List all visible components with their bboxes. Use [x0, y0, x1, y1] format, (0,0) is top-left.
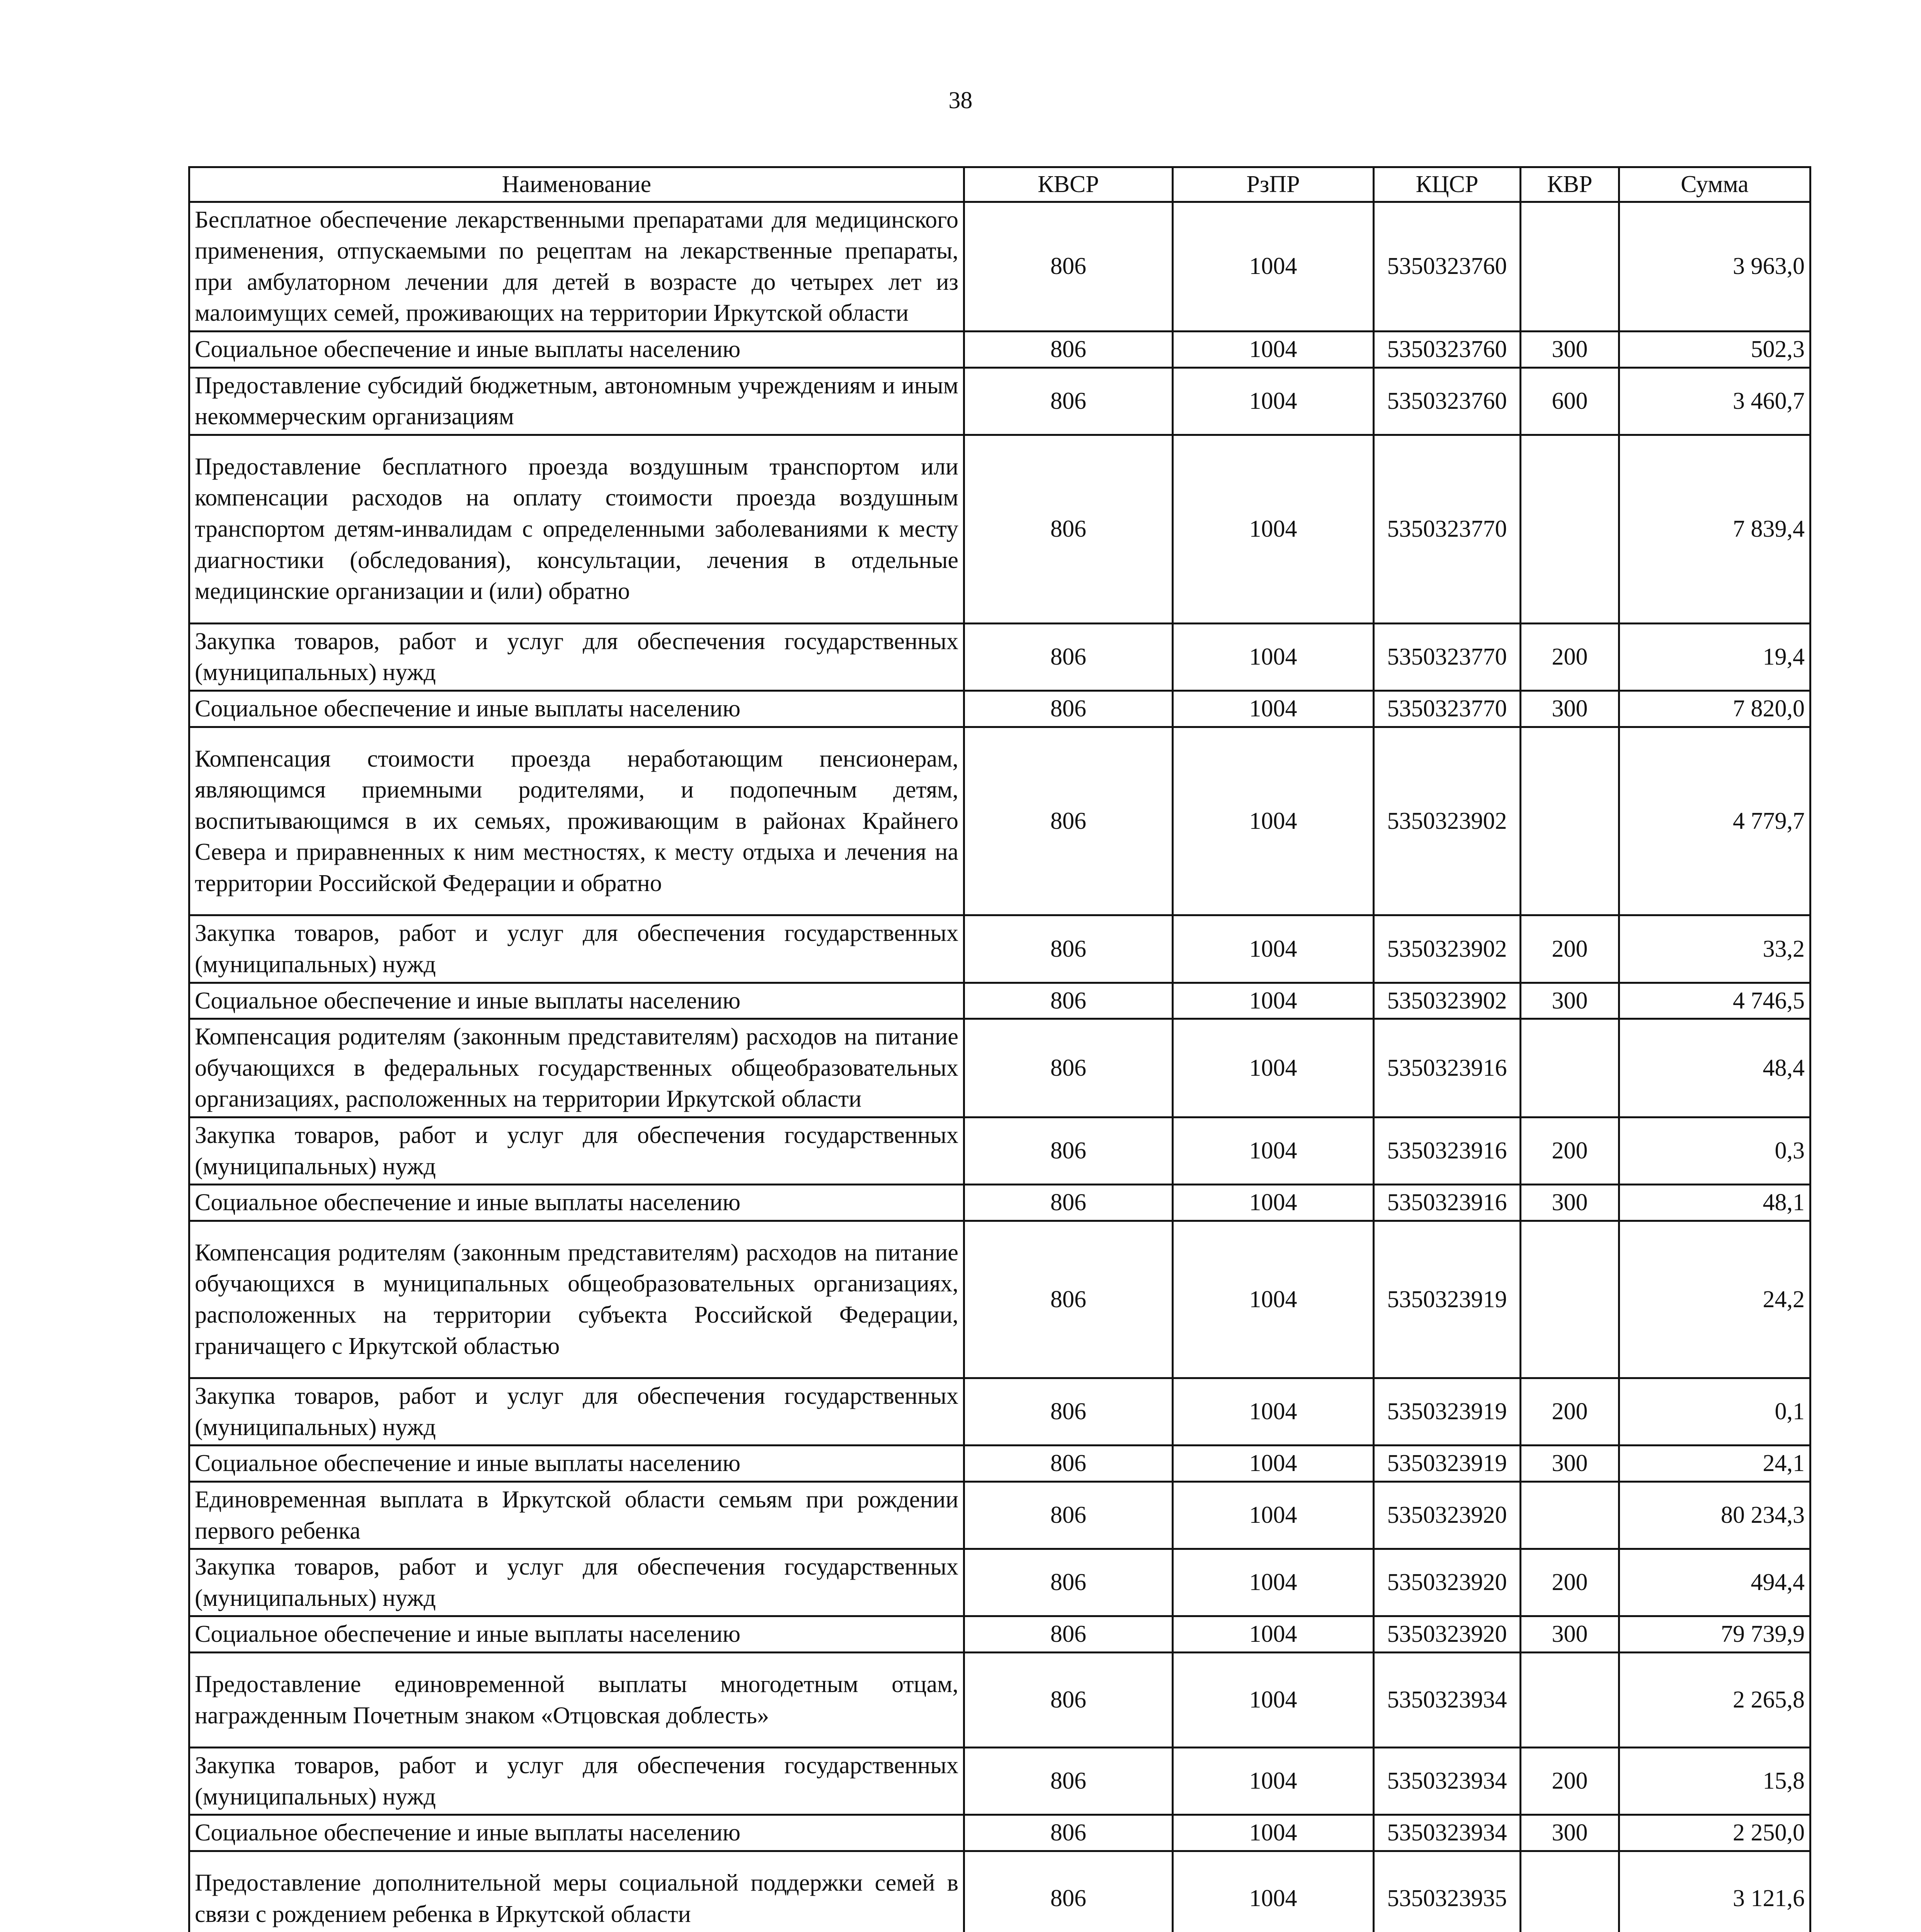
cell-kvsr: 806: [964, 1117, 1173, 1185]
cell-name: Закупка товаров, работ и услуг для обеспечения государственных (муниципальных) нужд: [189, 1549, 964, 1616]
cell-name: Предоставление бесплатного проезда воздушным транспортом или компенсации расходов на оплату стоимости проезда воздушным транспортом детям-инвалидам с определенными заболеваниями к месту диагностики (обследования), консультации, лечения в отдельные медицинские организации и (или) обратно: [189, 435, 964, 623]
cell-sum: 24,2: [1619, 1221, 1810, 1378]
cell-rzpr: 1004: [1173, 690, 1374, 727]
cell-rzpr: 1004: [1173, 915, 1374, 983]
cell-name: Закупка товаров, работ и услуг для обеспечения государственных (муниципальных) нужд: [189, 1117, 964, 1185]
table-row: [189, 1446, 1810, 1482]
cell-name: Закупка товаров, работ и услуг для обеспечения государственных (муниципальных) нужд: [189, 915, 964, 983]
cell-kvr: [1521, 1221, 1619, 1378]
cell-rzpr: 1004: [1173, 1616, 1374, 1653]
cell-sum: 494,4: [1619, 1549, 1810, 1616]
header-kvr: КВР: [1521, 167, 1619, 202]
cell-sum: 2 250,0: [1619, 1815, 1810, 1851]
cell-kcsr: 5350323902: [1374, 983, 1521, 1019]
cell-kvr: [1521, 202, 1619, 331]
table-row: [189, 1185, 1810, 1221]
header-rzpr: РзПР: [1173, 167, 1374, 202]
cell-kvsr: 806: [964, 1748, 1173, 1815]
header-name: Наименование: [189, 167, 964, 202]
cell-name: Социальное обеспечение и иные выплаты населению: [189, 331, 964, 367]
cell-kcsr: 5350323935: [1374, 1851, 1521, 1932]
cell-kvsr: 806: [964, 983, 1173, 1019]
cell-name: Закупка товаров, работ и услуг для обеспечения государственных (муниципальных) нужд: [189, 1748, 964, 1815]
cell-rzpr: 1004: [1173, 1748, 1374, 1815]
cell-sum: 79 739,9: [1619, 1616, 1810, 1653]
cell-kvr: 300: [1521, 983, 1619, 1019]
table-row: [189, 435, 1810, 623]
cell-sum: 33,2: [1619, 915, 1810, 983]
cell-kvr: 200: [1521, 623, 1619, 690]
cell-kvsr: 806: [964, 331, 1173, 367]
cell-kvr: [1521, 1481, 1619, 1549]
cell-kvr: 300: [1521, 690, 1619, 727]
cell-kvr: 600: [1521, 367, 1619, 435]
table-row: [189, 690, 1810, 727]
cell-kcsr: 5350323934: [1374, 1748, 1521, 1815]
table-header-row: [189, 167, 1810, 202]
cell-name: Социальное обеспечение и иные выплаты населению: [189, 1616, 964, 1653]
cell-rzpr: 1004: [1173, 1378, 1374, 1446]
cell-kvsr: 806: [964, 1221, 1173, 1378]
cell-rzpr: 1004: [1173, 435, 1374, 623]
table-row: [189, 1815, 1810, 1851]
cell-rzpr: 1004: [1173, 727, 1374, 915]
cell-name: Социальное обеспечение и иные выплаты населению: [189, 1185, 964, 1221]
cell-sum: 0,1: [1619, 1378, 1810, 1446]
cell-sum: 80 234,3: [1619, 1481, 1810, 1549]
cell-kcsr: 5350323902: [1374, 727, 1521, 915]
cell-kvr: 200: [1521, 1748, 1619, 1815]
cell-rzpr: 1004: [1173, 1185, 1374, 1221]
cell-kvr: [1521, 1019, 1619, 1117]
cell-name: Предоставление дополнительной меры социальной поддержки семей в связи с рождением ребенка в Иркутской области: [189, 1851, 964, 1932]
cell-sum: 3 460,7: [1619, 367, 1810, 435]
cell-name: Социальное обеспечение и иные выплаты населению: [189, 983, 964, 1019]
cell-kvsr: 806: [964, 623, 1173, 690]
table-row: [189, 1378, 1810, 1446]
cell-kvr: 300: [1521, 331, 1619, 367]
cell-kvr: 200: [1521, 1549, 1619, 1616]
cell-kcsr: 5350323920: [1374, 1481, 1521, 1549]
table-row: [189, 1221, 1810, 1378]
table-row: [189, 623, 1810, 690]
cell-kcsr: 5350323920: [1374, 1616, 1521, 1653]
cell-rzpr: 1004: [1173, 983, 1374, 1019]
cell-kvsr: 806: [964, 367, 1173, 435]
table-row: [189, 1481, 1810, 1549]
cell-sum: 4 746,5: [1619, 983, 1810, 1019]
table-row: [189, 1652, 1810, 1747]
cell-kvr: [1521, 1851, 1619, 1932]
header-kcsr: КЦСР: [1374, 167, 1521, 202]
cell-name: Социальное обеспечение и иные выплаты населению: [189, 1446, 964, 1482]
cell-kcsr: 5350323934: [1374, 1652, 1521, 1747]
cell-kvr: [1521, 435, 1619, 623]
cell-kvsr: 806: [964, 1815, 1173, 1851]
page-number: 38: [948, 87, 973, 114]
cell-kvsr: 806: [964, 1185, 1173, 1221]
cell-kcsr: 5350323770: [1374, 690, 1521, 727]
table-row: [189, 331, 1810, 367]
cell-kcsr: 5350323916: [1374, 1019, 1521, 1117]
cell-kcsr: 5350323770: [1374, 623, 1521, 690]
cell-name: Социальное обеспечение и иные выплаты населению: [189, 1815, 964, 1851]
cell-kcsr: 5350323760: [1374, 367, 1521, 435]
table-row: [189, 1851, 1810, 1932]
table-row: [189, 1117, 1810, 1185]
cell-kvr: 300: [1521, 1185, 1619, 1221]
cell-kcsr: 5350323919: [1374, 1378, 1521, 1446]
table-row: [189, 1748, 1810, 1815]
table-row: [189, 727, 1810, 915]
table-row: [189, 1019, 1810, 1117]
cell-rzpr: 1004: [1173, 1652, 1374, 1747]
cell-kvr: 200: [1521, 915, 1619, 983]
cell-kvsr: 806: [964, 727, 1173, 915]
cell-rzpr: 1004: [1173, 1851, 1374, 1932]
cell-sum: 48,4: [1619, 1019, 1810, 1117]
cell-kvsr: 806: [964, 1481, 1173, 1549]
cell-kcsr: 5350323916: [1374, 1185, 1521, 1221]
cell-rzpr: 1004: [1173, 1815, 1374, 1851]
cell-rzpr: 1004: [1173, 1446, 1374, 1482]
cell-kvr: 300: [1521, 1616, 1619, 1653]
cell-kvsr: 806: [964, 1549, 1173, 1616]
table-body: [189, 202, 1810, 1932]
cell-sum: 4 779,7: [1619, 727, 1810, 915]
cell-kvsr: 806: [964, 1851, 1173, 1932]
table-row: [189, 202, 1810, 331]
cell-sum: 7 820,0: [1619, 690, 1810, 727]
cell-name: Социальное обеспечение и иные выплаты населению: [189, 690, 964, 727]
cell-rzpr: 1004: [1173, 1117, 1374, 1185]
cell-kvsr: 806: [964, 915, 1173, 983]
cell-sum: 48,1: [1619, 1185, 1810, 1221]
cell-kcsr: 5350323920: [1374, 1549, 1521, 1616]
cell-kvsr: 806: [964, 435, 1173, 623]
cell-kvsr: 806: [964, 1378, 1173, 1446]
cell-sum: 3 963,0: [1619, 202, 1810, 331]
cell-name: Компенсация родителям (законным представителям) расходов на питание обучающихся в федеральных государственных общеобразовательных организациях, расположенных на территории Иркутской области: [189, 1019, 964, 1117]
cell-sum: 15,8: [1619, 1748, 1810, 1815]
cell-sum: 2 265,8: [1619, 1652, 1810, 1747]
cell-kvr: 200: [1521, 1378, 1619, 1446]
cell-kcsr: 5350323902: [1374, 915, 1521, 983]
cell-rzpr: 1004: [1173, 1549, 1374, 1616]
table-row: [189, 983, 1810, 1019]
cell-name: Единовременная выплата в Иркутской области семьям при рождении первого ребенка: [189, 1481, 964, 1549]
cell-name: Компенсация родителям (законным представителям) расходов на питание обучающихся в муниципальных общеобразовательных организациях, расположенных на территории субъекта Российской Федерации, граничащего с Иркутской областью: [189, 1221, 964, 1378]
cell-name: Закупка товаров, работ и услуг для обеспечения государственных (муниципальных) нужд: [189, 623, 964, 690]
cell-kcsr: 5350323760: [1374, 331, 1521, 367]
cell-kvr: [1521, 727, 1619, 915]
cell-rzpr: 1004: [1173, 367, 1374, 435]
cell-sum: 7 839,4: [1619, 435, 1810, 623]
table-row: [189, 915, 1810, 983]
cell-sum: 502,3: [1619, 331, 1810, 367]
cell-kcsr: 5350323770: [1374, 435, 1521, 623]
cell-sum: 3 121,6: [1619, 1851, 1810, 1932]
cell-sum: 19,4: [1619, 623, 1810, 690]
cell-kvsr: 806: [964, 1652, 1173, 1747]
cell-rzpr: 1004: [1173, 623, 1374, 690]
cell-kcsr: 5350323916: [1374, 1117, 1521, 1185]
cell-kvsr: 806: [964, 1446, 1173, 1482]
cell-kvsr: 806: [964, 1019, 1173, 1117]
cell-name: Бесплатное обеспечение лекарственными препаратами для медицинского применения, отпускаемыми по рецептам на лекарственные препараты, при амбулаторном лечении для детей в возрасте до четырех лет из малоимущих семей, проживающих на территории Иркутской области: [189, 202, 964, 331]
table-row: [189, 367, 1810, 435]
cell-name: Закупка товаров, работ и услуг для обеспечения государственных (муниципальных) нужд: [189, 1378, 964, 1446]
cell-name: Предоставление единовременной выплаты многодетным отцам, награжденным Почетным знаком «Отцовская доблесть»: [189, 1652, 964, 1747]
cell-kcsr: 5350323919: [1374, 1446, 1521, 1482]
cell-kvsr: 806: [964, 1616, 1173, 1653]
cell-rzpr: 1004: [1173, 1481, 1374, 1549]
cell-kvsr: 806: [964, 202, 1173, 331]
header-sum: Сумма: [1619, 167, 1810, 202]
table-row: [189, 1616, 1810, 1653]
cell-sum: 0,3: [1619, 1117, 1810, 1185]
cell-kvr: 300: [1521, 1815, 1619, 1851]
cell-name: Предоставление субсидий бюджетным, автономным учреждениям и иным некоммерческим организациям: [189, 367, 964, 435]
cell-kcsr: 5350323934: [1374, 1815, 1521, 1851]
cell-rzpr: 1004: [1173, 1019, 1374, 1117]
cell-kcsr: 5350323919: [1374, 1221, 1521, 1378]
cell-rzpr: 1004: [1173, 1221, 1374, 1378]
cell-kvsr: 806: [964, 690, 1173, 727]
cell-kvr: 200: [1521, 1117, 1619, 1185]
cell-kcsr: 5350323760: [1374, 202, 1521, 331]
cell-kvr: [1521, 1652, 1619, 1747]
cell-name: Компенсация стоимости проезда неработающим пенсионерам, являющимся приемными родителями, и подопечным детям, воспитывающимся в их семьях, проживающим в районах Крайнего Севера и приравненных к ним местностях, к месту отдыха и лечения на территории Российской Федерации и обратно: [189, 727, 964, 915]
cell-sum: 24,1: [1619, 1446, 1810, 1482]
budget-table-container: [188, 166, 1809, 1932]
table-row: [189, 1549, 1810, 1616]
budget-table: [188, 166, 1811, 1932]
header-kvsr: КВСР: [964, 167, 1173, 202]
cell-kvr: 300: [1521, 1446, 1619, 1482]
cell-rzpr: 1004: [1173, 202, 1374, 331]
cell-rzpr: 1004: [1173, 331, 1374, 367]
